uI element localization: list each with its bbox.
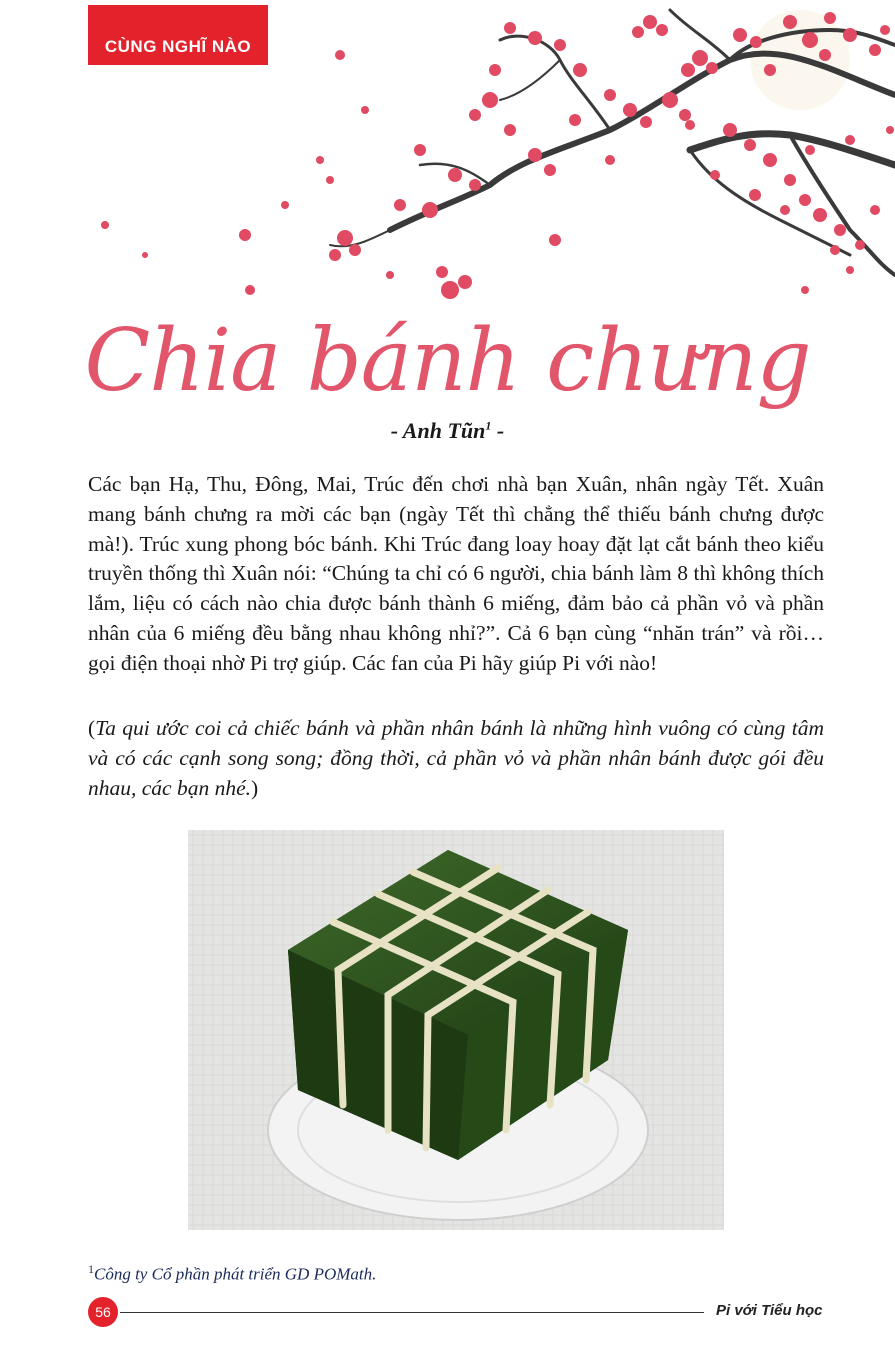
page-number-badge: 56 <box>88 1297 118 1327</box>
article-title: Chia bánh chưng <box>84 311 811 411</box>
banh-chung-photo <box>188 830 724 1230</box>
note-text: Ta qui ước coi cả chiếc bánh và phần nhân bánh là những hình vuông có cùng tâm và có các cạnh song song; đồng thời, cả phần vỏ và phần nhân bánh được gói đều nhau, các bạn nhé. <box>88 716 824 800</box>
publication-name: Pi với Tiểu học <box>716 1302 823 1319</box>
article-body: Các bạn Hạ, Thu, Đông, Mai, Trúc đến chơi nhà bạn Xuân, nhân ngày Tết. Xuân mang bánh chưng ra mời các bạn (ngày Tết thì chẳng thể thiếu bánh chưng được mà!). Trúc xung phong bóc bánh. Khi Trúc đang loay hoay đặt lạt cắt bánh theo kiểu truyền thống thì Xuân nói: “Chúng ta chỉ có 6 người, chia bánh làm 8 thì không thích lắm, liệu có cách nào chia được bánh thành 6 miếng, đảm bảo cả phần vỏ và phần nhân của 6 miếng đều bằng nhau không nhỉ?”. Cả 6 bạn cùng “nhăn trán” và rồi… gọi điện thoại nhờ Pi trợ giúp. Các fan của Pi hãy giúp Pi với nào! <box>88 472 824 675</box>
article-author <box>0 418 895 444</box>
footnote <box>88 1262 376 1285</box>
author-footnote-mark: 1 <box>485 418 492 433</box>
note-close-paren: ) <box>251 775 259 800</box>
note-open-paren: ( <box>88 716 96 740</box>
author-suffix: - <box>491 418 505 443</box>
footnote-mark: 1 <box>88 1262 94 1276</box>
footer-divider <box>120 1312 704 1313</box>
section-label: CÙNG NGHĨ NÀO <box>88 5 268 65</box>
author-name: - Anh Tũn <box>390 418 486 443</box>
cherry-blossom-illustration <box>90 0 895 320</box>
footnote-text: Công ty Cổ phần phát triển GD POMath. <box>94 1264 377 1284</box>
article-note <box>88 714 824 803</box>
